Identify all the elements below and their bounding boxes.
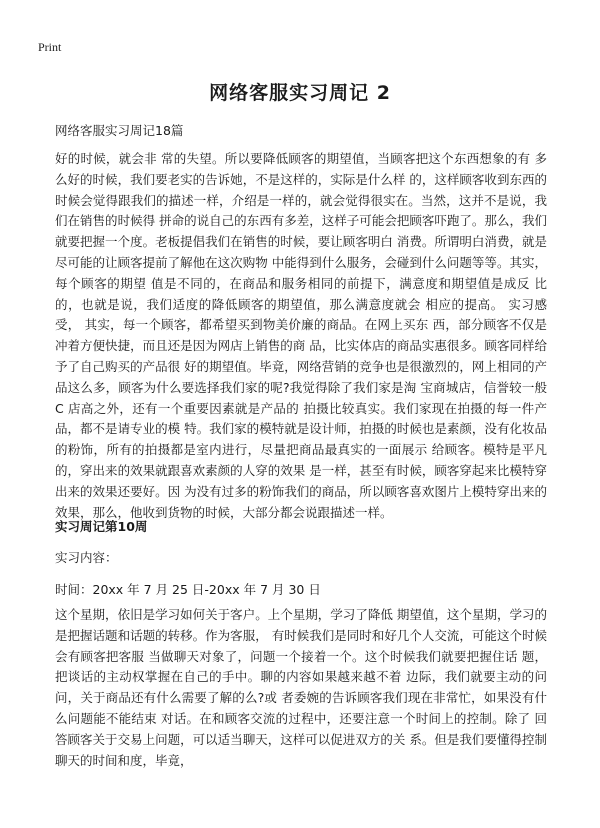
section-heading-week-10: 实习周记第10周 [55, 519, 148, 534]
print-link[interactable]: Print [38, 40, 62, 54]
time-range-line: 时间：20xx 年 7 月 25 日-20xx 年 7 月 30 日 [55, 582, 321, 597]
page-title: 网络客服实习周记 2 [209, 82, 391, 104]
document-subtitle: 网络客服实习周记18篇 [55, 123, 184, 138]
content-label: 实习内容： [55, 550, 118, 565]
body-paragraph-2: 这个星期，依旧是学习如何关于客户。上个星期，学习了降低 期望值，这个星期，学习的是把握话题和话题的转移。作为客服， 有时候我们是同时和好几个人交流，可能这个时候会有顾客把客服 当做聊天对象了，问题一个接着一个。这个时候我们就要把握住话 题，把谈话的主动权掌握在自己的手中。聊的内容如果越来越不着 边际，我们就要主动的问问，关于商品还有什么需要了解的么?或 者委婉的告诉顾客我们现在非常忙，如果没有什么问题能不能结束 对话。在和顾客交流的过程中，还要注意一个时间上的控制。除了 回答顾客关于交易上问题，可以适当聊天，这样可以促进双方的关 系。但是我们要懂得控制聊天的时间和度，毕竟， [55, 607, 547, 768]
body-paragraph-1: 好的时候，就会非 常的失望。所以要降低顾客的期望值，当顾客把这个东西想象的有 多么好的时候，我们要老实的告诉她，不是这样的，实际是什么样 的，这样顾客收到东西的时候会觉得跟我们的描述一样，介绍是一样的，就会觉得很实在。当然，这并不是说，我们在销售的时候得 拼命的说自己的东西有多差，这样子可能会把顾客吓跑了。那么，我们就要把握一个度。老板提倡我们在销售的时候，要让顾客明白 消费。所谓明白消费，就是尽可能的让顾客提前了解他在这次购物 中能得到什么服务，会碰到什么问题等等。其实，每个顾客的期望 值是不同的，在商品和服务相同的前提下，满意度和期望值是成反 比的，也就是说，我们适度的降低顾客的期望值，那么满意度就会 相应的提高。 实习感受， 其实，每一个顾客，都希望买到物美价廉的商品。在网上买东 西，部分顾客不仅是冲着方便快捷，而且还是因为网店上销售的商 品，比实体店的商品实惠很多。顾客同样给予了自己购买的产品很 好的期望值。毕竟，网络营销的竞争也是很激烈的，网上相同的产 品这么多，顾客为什么要选择我们家的呢?我觉得除了我们家是淘 宝商城店，信誉较一般 C 店高之外，还有一个重要因素就是产品的 拍摄比较真实。我们家现在拍摄的每一件产品，都不是请专业的模 特。我们家的模特就是设计师，拍摄的时候也是素颜，没有化妆品 的粉饰，所有的拍摄都是室内进行，尽量把商品最真实的一面展示 给顾客。模特是平凡的，穿出来的效果就跟喜欢素颜的人穿的效果 是一样，甚至有时候，顾客穿起来比模特穿出来的效果还要好。因 为没有过多的粉饰我们的商品，所以顾客喜欢图片上模特穿出来的 效果，那么，他收到货物的时候，大部分都会说跟描述一样。 [55, 151, 547, 520]
